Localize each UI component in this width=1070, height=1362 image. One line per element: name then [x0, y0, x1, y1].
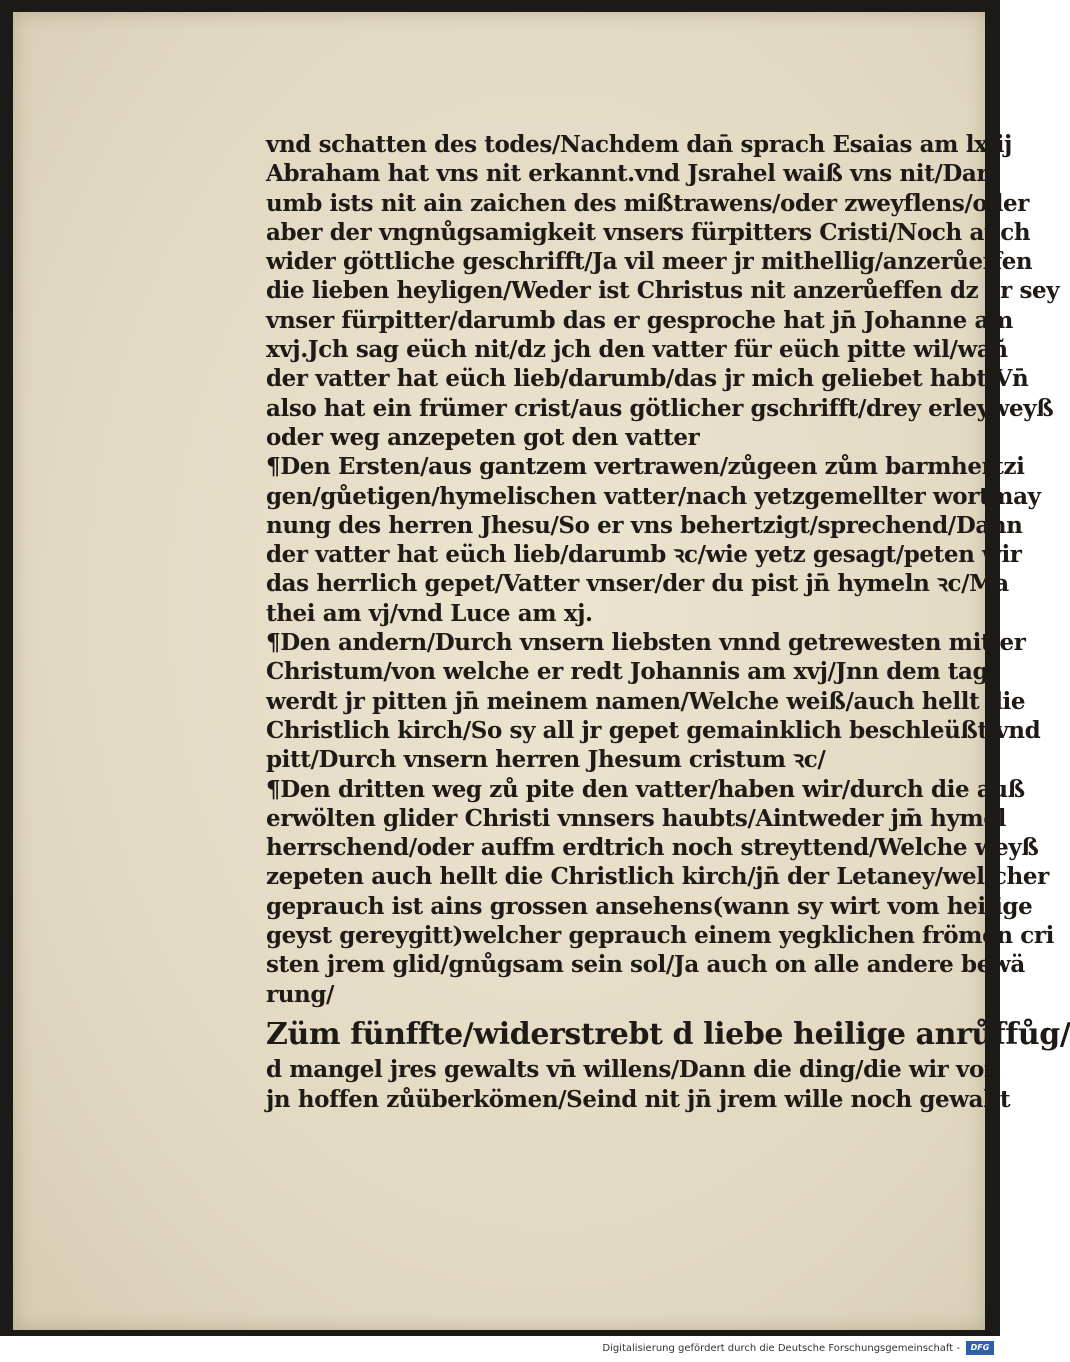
text-line: der vatter hat eüch lieb/darumb/das jr mich geliebet habt/Vn̄ — [266, 365, 1029, 393]
text-line: ¶Den Ersten/aus gantzem vertrawen/zůgeen zům barmhertzi — [266, 453, 1025, 481]
text-line: geprauch ist ains grossen ansehens(wann sy wirt vom heilige — [266, 892, 1033, 920]
text-line: ¶Den dritten weg zů pite den vatter/haben wir/durch die auß — [266, 775, 1025, 803]
text-block — [266, 130, 1070, 1115]
text-line: umb ists nit ain zaichen des mißtrawens/oder zweyflens/oder — [266, 189, 1029, 217]
text-line: sten jrem glid/gnůgsam sein sol/Ja auch on alle andere bewä — [266, 951, 1025, 979]
text-line: xvj.Jch sag eüch nit/dz jch den vatter für eüch pitte wil/wañ — [266, 336, 1008, 364]
text-line: rung/ — [266, 980, 335, 1008]
footer-bar — [0, 1336, 1000, 1362]
text-line: gen/gůetigen/hymelischen vatter/nach yetzgemellter wortmay — [266, 482, 1041, 510]
text-line: nung des herren Jhesu/So er vns behertzigt/sprechend/Dann — [266, 511, 1023, 539]
section-heading: Züm fünffte/widerstrebt d liebe heilige anrůffůg/ — [266, 1016, 1070, 1052]
text-line: zepeten auch hellt die Christlich kirch/jn̄ der Letaney/welicher — [266, 863, 1049, 891]
text-line: herrschend/oder auffm erdtrich noch streyttend/Welche weyß — [266, 834, 1039, 862]
dfg-logo-icon: DFG — [966, 1341, 994, 1355]
text-line: aber der vngnůgsamigkeit vnsers fürpitters Cristi/Noch auch — [266, 218, 1031, 246]
text-line: Christum/von welche er redt Johannis am xvj/Jnn dem tag — [266, 658, 989, 686]
text-line: oder weg anzepeten got den vatter — [266, 423, 700, 451]
text-line: d mangel jres gewalts vn̄ willens/Dann die ding/die wir von — [266, 1055, 1001, 1083]
text-line: jn hoffen zůüberkömen/Seind nit jn̄ jrem wille noch gewallt — [266, 1085, 1011, 1113]
text-line: ¶Den andern/Durch vnsern liebsten vnnd getrewesten mitler — [266, 629, 1026, 657]
text-line: also hat ein frümer crist/aus götlicher gschrifft/drey erleyweyß — [266, 394, 1054, 422]
text-line: der vatter hat eüch lieb/darumb ꝛc/wie yetz gesagt/peten wir — [266, 541, 1022, 569]
text-line: erwölten glider Christi vnnsers haubts/Aintweder jm̄ hymel — [266, 804, 1006, 832]
text-line: wider göttliche geschrifft/Ja vil meer jr mithellig/anzerůeffen — [266, 248, 1033, 276]
text-line: vnser fürpitter/darumb das er gesproche hat jn̄ Johanne am — [266, 306, 1013, 334]
book-page — [13, 12, 1070, 1330]
text-line: geyst gereygitt)welcher geprauch einem yegklichen frömen cri — [266, 922, 1054, 950]
funding-credit: Digitalisierung gefördert durch die Deutsche Forschungsgemeinschaft - — [602, 1343, 960, 1354]
text-line: werdt jr pitten jn̄ meinem namen/Welche weiß/auch hellt die — [266, 687, 1026, 715]
text-line: pitt/Durch vnsern herren Jhesum cristum ꝛc/ — [266, 746, 826, 774]
text-line: thei am vj/vnd Luce am xj. — [266, 599, 593, 627]
text-line: die lieben heyligen/Weder ist Christus nit anzerůeffen dz er sey — [266, 277, 1060, 305]
text-line: das herrlich gepet/Vatter vnser/der du pist jn̄ hymeln ꝛc/Ma — [266, 570, 1009, 598]
text-line: Christlich kirch/So sy all jr gepet gemainklich beschleüßt vnd — [266, 716, 1041, 744]
text-line: Abraham hat vns nit erkannt.vnd Jsrahel waiß vns nit/Dar — [266, 160, 989, 188]
text-line: vnd schatten des todes/Nachdem dan̄ sprach Esaias am lxiij — [266, 131, 1012, 158]
